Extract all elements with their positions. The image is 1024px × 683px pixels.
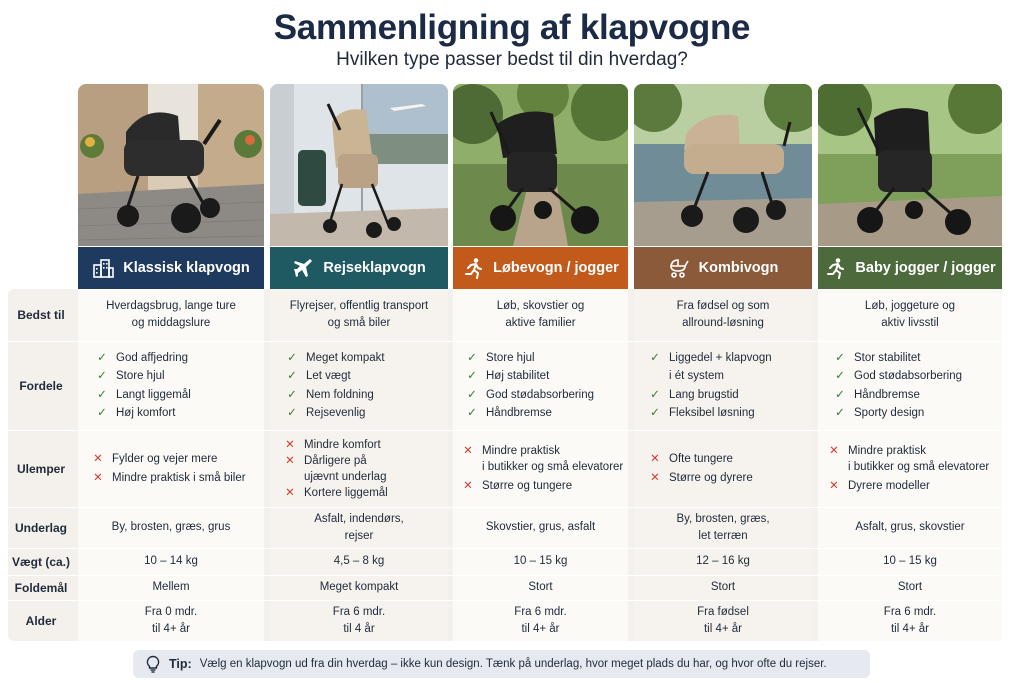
page-title: Sammenligning af klapvogne xyxy=(273,8,751,47)
pro-text: Store hjul xyxy=(486,351,535,364)
cell-vaegt: 10 – 14 kg xyxy=(144,555,198,567)
cell-vaegt: 10 – 15 kg xyxy=(513,555,568,567)
cell-foldemaal: Stort xyxy=(897,581,923,593)
header-label: Klassisk klapvogn xyxy=(123,260,250,276)
row-label-vaegt: Vægt (ca.) xyxy=(11,554,70,569)
cell-line: Løb, skovstier og xyxy=(496,300,585,312)
cell-foldemaal: Mellem xyxy=(152,581,190,593)
checkmark-icon: ✓ xyxy=(97,351,107,364)
cross-icon: ✕ xyxy=(463,445,473,457)
con-item xyxy=(284,453,446,485)
checkmark-icon: ✓ xyxy=(835,351,845,364)
con-text xyxy=(848,443,989,475)
tip-text: Vælg en klapvogn ud fra din hverdag – ikke kun design. Tænk på underlag, hvor meget plads du har, og hvor ofte du rejser. xyxy=(199,658,827,670)
pro-text: God stødabsorbering xyxy=(486,388,595,401)
pro-text: Sporty design xyxy=(854,407,925,419)
cell-ulemper xyxy=(828,430,1000,507)
con-text: Ofte tungere xyxy=(669,453,733,465)
cell-underlag xyxy=(634,507,812,548)
cell-underlag xyxy=(453,507,628,548)
checkmark-icon: ✓ xyxy=(467,388,477,401)
pro-text: God affjedring xyxy=(116,351,189,364)
pro-text: God stødabsorbering xyxy=(854,370,963,382)
cell-line: allround-løsning xyxy=(682,317,764,329)
cell-line: og små biler xyxy=(327,317,391,329)
airplane-icon xyxy=(292,257,314,279)
checkmark-icon: ✓ xyxy=(287,388,297,401)
cell-bedst-til xyxy=(270,289,448,341)
checkmark-icon: ✓ xyxy=(287,407,297,419)
con-text xyxy=(482,443,623,475)
page-subtitle: Hvilken type passer bedst til din hverdag? xyxy=(336,49,688,70)
cell-line: til 4+ år xyxy=(703,622,743,635)
row-label-bedst-til: Bedst til xyxy=(17,308,65,322)
con-item xyxy=(92,450,262,469)
cell-line: By, brosten, græs, xyxy=(676,512,770,525)
cell-ulemper xyxy=(649,430,809,507)
lightbulb-icon xyxy=(145,655,161,673)
cell-alder xyxy=(818,600,1002,641)
cell-line: Fra fødsel og som xyxy=(676,300,770,312)
cross-icon: ✕ xyxy=(93,471,103,484)
pro-text: Stor stabilitet xyxy=(854,351,921,364)
cell-line: til 4+ år xyxy=(890,622,930,635)
cell-vaegt: 12 – 16 kg xyxy=(696,555,750,567)
checkmark-icon: ✓ xyxy=(287,370,297,382)
cross-icon: ✕ xyxy=(650,471,660,484)
cell-line: rejser xyxy=(344,529,374,542)
con-item xyxy=(462,443,628,475)
cell-line: Asfalt, indendørs, xyxy=(314,512,404,525)
pro-item xyxy=(834,367,994,386)
con-line: Mindre praktisk xyxy=(482,445,560,457)
cell-fordele xyxy=(96,341,262,430)
runner-icon xyxy=(824,257,846,279)
pro-text: Høj komfort xyxy=(116,407,176,419)
pro-item xyxy=(649,404,809,423)
con-text: Større og tungere xyxy=(482,480,573,492)
cell-line: Fra 6 mdr. xyxy=(883,605,937,618)
con-line: Mindre praktisk xyxy=(848,445,926,457)
checkmark-icon: ✓ xyxy=(835,407,845,419)
cell-alder xyxy=(453,600,628,641)
cell-line: aktiv livsstil xyxy=(881,317,939,329)
runner-icon xyxy=(462,257,484,279)
row-label-underlag: Underlag xyxy=(14,520,67,535)
cross-icon: ✕ xyxy=(285,438,295,451)
pro-text: Håndbremse xyxy=(854,388,920,401)
con-item xyxy=(284,437,446,453)
con-line: i butikker og små elevatorer xyxy=(482,461,624,473)
con-text: Større og dyrere xyxy=(669,471,753,484)
con-text: Mindre praktisk i små biler xyxy=(112,471,246,484)
con-item xyxy=(462,478,628,494)
con-text: Fylder og vejer mere xyxy=(112,453,218,465)
cell-vaegt: 10 – 15 kg xyxy=(883,555,937,567)
pro-line: Liggedel + klapvogn xyxy=(669,351,772,364)
con-line: ujævnt underlag xyxy=(304,470,387,483)
cell-fordele xyxy=(834,341,994,430)
pro-item xyxy=(96,386,262,405)
con-text: Mindre komfort xyxy=(304,438,381,451)
cell-foldemaal: Stort xyxy=(528,581,553,593)
header-label: Løbevogn / jogger xyxy=(493,260,619,276)
pro-item xyxy=(834,404,994,423)
pro-text: Lang brugstid xyxy=(669,388,739,401)
cell-line: Fra 6 mdr. xyxy=(514,605,567,618)
cell-foldemaal: Stort xyxy=(710,581,736,593)
header-klassisk xyxy=(78,247,264,289)
header-label: Kombivogn xyxy=(698,260,779,276)
con-line: i butikker og små elevatorer xyxy=(848,461,990,473)
cell-line: til 4 år xyxy=(343,622,375,635)
pro-item xyxy=(96,349,262,368)
cell-bedst-til xyxy=(453,289,628,341)
cell-line: let terræn xyxy=(698,529,748,542)
photo-jogger-stroller xyxy=(453,84,628,246)
pro-text: Let vægt xyxy=(306,370,351,382)
cross-icon: ✕ xyxy=(93,453,103,465)
pro-item xyxy=(466,349,626,368)
con-text: Kortere liggemål xyxy=(304,486,388,499)
cell-line: Løb, joggeture og xyxy=(864,300,956,312)
pro-item xyxy=(286,404,446,423)
checkmark-icon: ✓ xyxy=(467,370,477,382)
con-line: Dårligere på xyxy=(304,454,367,467)
pro-text: Håndbremse xyxy=(486,407,552,419)
cell-alder xyxy=(270,600,448,641)
checkmark-icon: ✓ xyxy=(650,407,660,419)
cell-line: Flyrejser, offentlig transport xyxy=(289,300,429,312)
cell-foldemaal: Meget kompakt xyxy=(319,581,399,593)
cross-icon: ✕ xyxy=(285,454,295,467)
pro-text: Rejsevenlig xyxy=(306,407,366,419)
cell-ulemper xyxy=(284,430,446,507)
con-item xyxy=(649,450,809,469)
cell-line: Fra 0 mdr. xyxy=(144,605,198,618)
cell-line: til 4+ år xyxy=(151,622,191,635)
row-label-alder: Alder xyxy=(25,613,57,628)
pro-text: Høj stabilitet xyxy=(486,370,550,382)
pro-text: Fleksibel løsning xyxy=(669,407,755,419)
con-text: Dyrere modeller xyxy=(848,480,930,492)
cell-line: Fra 6 mdr. xyxy=(332,605,386,618)
pro-item xyxy=(286,386,446,405)
tip-bar xyxy=(133,650,870,678)
cell-fordele xyxy=(649,341,809,430)
con-item xyxy=(92,469,262,488)
pro-item xyxy=(286,349,446,368)
checkmark-icon: ✓ xyxy=(835,388,845,401)
cell-vaegt: 4,5 – 8 kg xyxy=(333,555,385,567)
cross-icon: ✕ xyxy=(829,480,839,492)
header-label: Baby jogger / jogger xyxy=(855,260,996,276)
checkmark-icon: ✓ xyxy=(287,351,297,364)
pro-text: Langt liggemål xyxy=(116,388,191,401)
checkmark-icon: ✓ xyxy=(467,407,477,419)
cell-alder xyxy=(78,600,264,641)
pro-text: Meget kompakt xyxy=(306,351,385,364)
cell-bedst-til xyxy=(818,289,1002,341)
photo-classic-pram xyxy=(78,84,264,246)
pram-icon xyxy=(668,257,690,279)
cell-line: Fra fødsel xyxy=(697,605,749,618)
cell-line: Asfalt, grus, skovstier xyxy=(855,521,965,533)
pro-item xyxy=(286,367,446,386)
cell-underlag xyxy=(818,507,1002,548)
cell-line: By, brosten, græs, grus xyxy=(111,521,231,533)
photo-combi-pram xyxy=(634,84,812,246)
cell-ulemper xyxy=(92,430,262,507)
pro-item xyxy=(466,367,626,386)
checkmark-icon: ✓ xyxy=(97,370,107,382)
cross-icon: ✕ xyxy=(650,453,660,465)
pro-item xyxy=(834,386,994,405)
checkmark-icon: ✓ xyxy=(467,351,477,364)
cell-underlag xyxy=(270,507,448,548)
checkmark-icon: ✓ xyxy=(835,370,845,382)
pro-item xyxy=(96,404,262,423)
cell-fordele xyxy=(286,341,446,430)
pro-item xyxy=(834,349,994,368)
cell-line: Skovstier, grus, asfalt xyxy=(485,521,596,533)
pro-item xyxy=(649,386,809,405)
cell-line: Hverdagsbrug, lange ture xyxy=(106,300,236,312)
photo-baby-jogger xyxy=(818,84,1002,246)
con-item xyxy=(649,469,809,488)
row-label-ulemper: Ulemper xyxy=(16,461,66,476)
checkmark-icon: ✓ xyxy=(97,407,107,419)
checkmark-icon: ✓ xyxy=(650,388,660,401)
cell-line: aktive familier xyxy=(505,317,576,329)
pro-line: i ét system xyxy=(669,370,724,382)
header-lobevogn xyxy=(453,247,628,289)
con-item xyxy=(828,478,1000,494)
con-item xyxy=(284,485,446,501)
cell-fordele xyxy=(466,341,626,430)
city-buildings-icon xyxy=(92,257,114,279)
header-rejse xyxy=(270,247,448,289)
cell-bedst-til xyxy=(78,289,264,341)
checkmark-icon: ✓ xyxy=(97,388,107,401)
cell-ulemper xyxy=(462,430,628,507)
pro-item xyxy=(96,367,262,386)
con-text xyxy=(304,453,386,485)
header-baby-jogger xyxy=(818,247,1002,289)
pro-text: Nem foldning xyxy=(306,388,374,401)
cross-icon: ✕ xyxy=(829,445,839,457)
cell-line: og middagslure xyxy=(131,317,211,329)
checkmark-icon: ✓ xyxy=(650,351,660,364)
header-kombi xyxy=(634,247,812,289)
pro-text: Store hjul xyxy=(116,370,165,382)
pro-item xyxy=(466,404,626,423)
pro-text xyxy=(669,349,772,386)
pro-item xyxy=(649,349,809,386)
cell-bedst-til xyxy=(634,289,812,341)
cell-line: til 4+ år xyxy=(521,622,560,635)
con-item xyxy=(828,443,1000,475)
cell-underlag xyxy=(78,507,264,548)
header-label: Rejseklapvogn xyxy=(323,260,426,276)
cell-alder xyxy=(634,600,812,641)
pro-item xyxy=(466,386,626,405)
row-label-foldemaal: Foldemål xyxy=(14,580,68,595)
cross-icon: ✕ xyxy=(285,486,295,499)
tip-label: Tip: xyxy=(169,657,192,671)
row-label-fordele: Fordele xyxy=(19,378,63,393)
cross-icon: ✕ xyxy=(463,480,473,492)
photo-travel-stroller xyxy=(270,84,448,246)
